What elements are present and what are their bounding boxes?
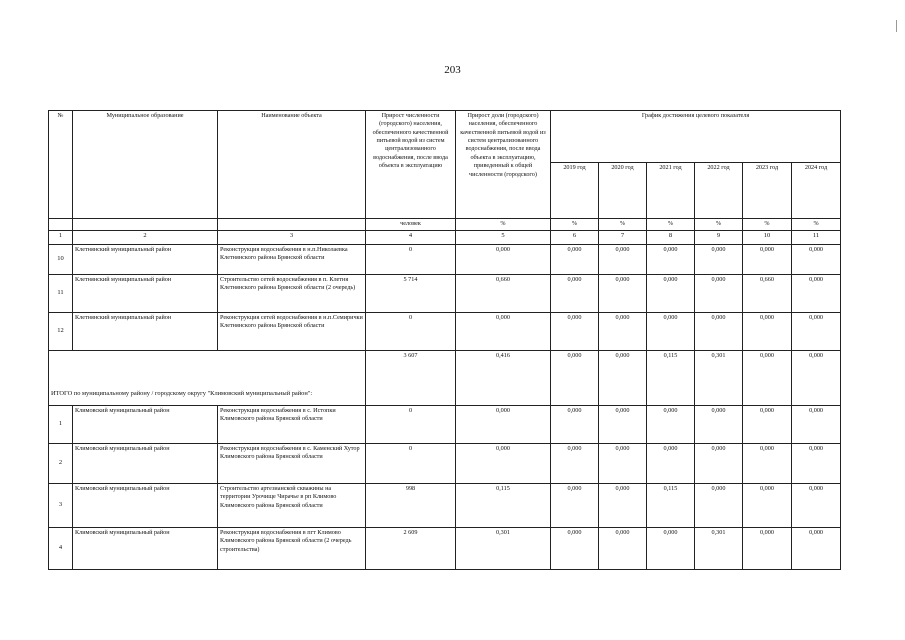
column-number: 2 xyxy=(73,231,218,245)
row-number: 4 xyxy=(49,528,73,570)
row-y2020: 0,000 xyxy=(599,275,647,313)
column-number: 6 xyxy=(551,231,599,245)
row-object: Реконструкция водоснабжения в с. Каменский Хутор Климовского района Брянской области xyxy=(218,444,366,484)
row-y2022: 0,000 xyxy=(695,245,743,275)
unit-percent: % xyxy=(647,219,695,231)
header-population-growth: Прирост численности (городского) населения, обеспеченного качественной питьевой водой из систем централизованного водоснабжения, после ввода объекта в эксплуатацию xyxy=(366,111,456,219)
unit-percent: % xyxy=(743,219,792,231)
row-municipality: Клетнянский муниципальный район xyxy=(73,275,218,313)
table-row xyxy=(49,484,841,528)
row-y2022: 0,301 xyxy=(695,528,743,570)
row-y2020: 0,000 xyxy=(599,528,647,570)
unit-percent: % xyxy=(456,219,551,231)
row-number: 3 xyxy=(49,484,73,528)
row-object: Реконструкция водоснабжения в с. Истопки Климовского района Брянской области xyxy=(218,406,366,444)
total-y2019: 0,000 xyxy=(551,351,599,406)
row-y2024: 0,000 xyxy=(792,275,841,313)
total-label: ИТОГО по муниципальному району / городскому округу "Климовский муниципальный район": xyxy=(49,351,366,406)
row-y2021: 0,000 xyxy=(647,313,695,351)
row-y2021: 0,000 xyxy=(647,444,695,484)
row-municipality: Клетнянский муниципальный район xyxy=(73,245,218,275)
row-municipality: Климовский муниципальный район xyxy=(73,528,218,570)
column-number: 5 xyxy=(456,231,551,245)
row-people: 0 xyxy=(366,313,456,351)
row-share: 0,000 xyxy=(456,313,551,351)
row-y2022: 0,000 xyxy=(695,406,743,444)
row-share: 0,660 xyxy=(456,275,551,313)
row-y2019: 0,000 xyxy=(551,444,599,484)
header-year: 2024 год xyxy=(792,163,841,219)
row-y2023: 0,000 xyxy=(743,406,792,444)
row-people: 0 xyxy=(366,245,456,275)
row-y2022: 0,000 xyxy=(695,484,743,528)
row-y2020: 0,000 xyxy=(599,245,647,275)
row-y2023: 0,000 xyxy=(743,484,792,528)
header-object: Наименование объекта xyxy=(218,111,366,219)
header-year: 2019 год xyxy=(551,163,599,219)
unit-cell xyxy=(73,219,218,231)
row-y2024: 0,000 xyxy=(792,313,841,351)
row-y2021: 0,000 xyxy=(647,275,695,313)
row-y2019: 0,000 xyxy=(551,528,599,570)
scan-edge-mark xyxy=(896,20,897,32)
row-municipality: Клетнянский муниципальный район xyxy=(73,313,218,351)
page-number: 203 xyxy=(444,64,461,76)
total-y2023: 0,000 xyxy=(743,351,792,406)
row-object: Строительство артезианской скважины на территории Урочище Чирачье в рп Климово Климовского района Брянской области xyxy=(218,484,366,528)
row-number: 12 xyxy=(49,313,73,351)
column-number: 1 xyxy=(49,231,73,245)
row-y2019: 0,000 xyxy=(551,484,599,528)
header-year: 2023 год xyxy=(743,163,792,219)
unit-people: человек xyxy=(366,219,456,231)
row-municipality: Климовский муниципальный район xyxy=(73,406,218,444)
row-object: Реконструкция водоснабжения в н.п.Николаевка Клетнянского района Брянской области xyxy=(218,245,366,275)
total-y2024: 0,000 xyxy=(792,351,841,406)
table-row xyxy=(49,444,841,484)
unit-percent: % xyxy=(695,219,743,231)
row-y2023: 0,000 xyxy=(743,245,792,275)
row-y2021: 0,115 xyxy=(647,484,695,528)
table-row xyxy=(49,406,841,444)
total-y2020: 0,000 xyxy=(599,351,647,406)
column-number: 3 xyxy=(218,231,366,245)
unit-percent: % xyxy=(792,219,841,231)
row-number: 11 xyxy=(49,275,73,313)
header-year: 2022 год xyxy=(695,163,743,219)
row-number: 2 xyxy=(49,444,73,484)
table-row xyxy=(49,245,841,275)
column-number: 10 xyxy=(743,231,792,245)
row-people: 998 xyxy=(366,484,456,528)
total-people: 3 607 xyxy=(366,351,456,406)
row-number: 10 xyxy=(49,245,73,275)
row-share: 0,000 xyxy=(456,245,551,275)
row-number: 1 xyxy=(49,406,73,444)
column-number: 9 xyxy=(695,231,743,245)
row-y2022: 0,000 xyxy=(695,313,743,351)
table-row xyxy=(49,313,841,351)
row-y2020: 0,000 xyxy=(599,484,647,528)
target-indicator-table xyxy=(48,110,841,570)
row-y2019: 0,000 xyxy=(551,313,599,351)
total-share: 0,416 xyxy=(456,351,551,406)
table-row xyxy=(49,528,841,570)
unit-cell xyxy=(218,219,366,231)
header-year: 2020 год xyxy=(599,163,647,219)
row-people: 0 xyxy=(366,444,456,484)
row-y2020: 0,000 xyxy=(599,444,647,484)
header-municipality: Муниципальное образование xyxy=(73,111,218,219)
row-y2021: 0,000 xyxy=(647,245,695,275)
row-share: 0,301 xyxy=(456,528,551,570)
row-y2019: 0,000 xyxy=(551,245,599,275)
total-row xyxy=(49,351,841,406)
row-y2024: 0,000 xyxy=(792,406,841,444)
column-number: 4 xyxy=(366,231,456,245)
row-y2022: 0,000 xyxy=(695,444,743,484)
row-y2020: 0,000 xyxy=(599,313,647,351)
row-share: 0,000 xyxy=(456,406,551,444)
row-object: Реконструкция водоснабжения в пгт Климово Климовского района Брянской области (2 очередь строительства) xyxy=(218,528,366,570)
column-number: 8 xyxy=(647,231,695,245)
column-number: 7 xyxy=(599,231,647,245)
row-people: 0 xyxy=(366,406,456,444)
row-y2023: 0,660 xyxy=(743,275,792,313)
row-people: 5 714 xyxy=(366,275,456,313)
row-object: Строительство сетей водоснабжения в п. Клетня Клетнянского района Брянской области (2 очередь) xyxy=(218,275,366,313)
row-municipality: Климовский муниципальный район xyxy=(73,484,218,528)
row-y2024: 0,000 xyxy=(792,484,841,528)
total-y2021: 0,115 xyxy=(647,351,695,406)
row-share: 0,000 xyxy=(456,444,551,484)
row-y2024: 0,000 xyxy=(792,245,841,275)
row-y2019: 0,000 xyxy=(551,275,599,313)
row-municipality: Климовский муниципальный район xyxy=(73,444,218,484)
row-y2024: 0,000 xyxy=(792,444,841,484)
column-number: 11 xyxy=(792,231,841,245)
row-y2022: 0,000 xyxy=(695,275,743,313)
row-y2021: 0,000 xyxy=(647,528,695,570)
row-people: 2 609 xyxy=(366,528,456,570)
header-schedule: График достижения целевого показателя xyxy=(551,111,841,163)
row-y2023: 0,000 xyxy=(743,313,792,351)
row-y2020: 0,000 xyxy=(599,406,647,444)
row-y2024: 0,000 xyxy=(792,528,841,570)
total-y2022: 0,301 xyxy=(695,351,743,406)
row-share: 0,115 xyxy=(456,484,551,528)
header-num: № xyxy=(49,111,73,219)
row-y2023: 0,000 xyxy=(743,444,792,484)
unit-cell xyxy=(49,219,73,231)
row-y2021: 0,000 xyxy=(647,406,695,444)
table-row xyxy=(49,275,841,313)
header-share-growth: Прирост доли (городского) населения, обеспеченного качественной питьевой водой из систем централизованного водоснабжения, после ввода объекта в эксплуатацию, приведенный к общей численности (городского) xyxy=(456,111,551,219)
unit-percent: % xyxy=(551,219,599,231)
unit-percent: % xyxy=(599,219,647,231)
row-y2023: 0,000 xyxy=(743,528,792,570)
row-y2019: 0,000 xyxy=(551,406,599,444)
row-object: Реконструкция сетей водоснабжения в н.п.Семирички Клетнянского района Брянской области xyxy=(218,313,366,351)
header-year: 2021 год xyxy=(647,163,695,219)
